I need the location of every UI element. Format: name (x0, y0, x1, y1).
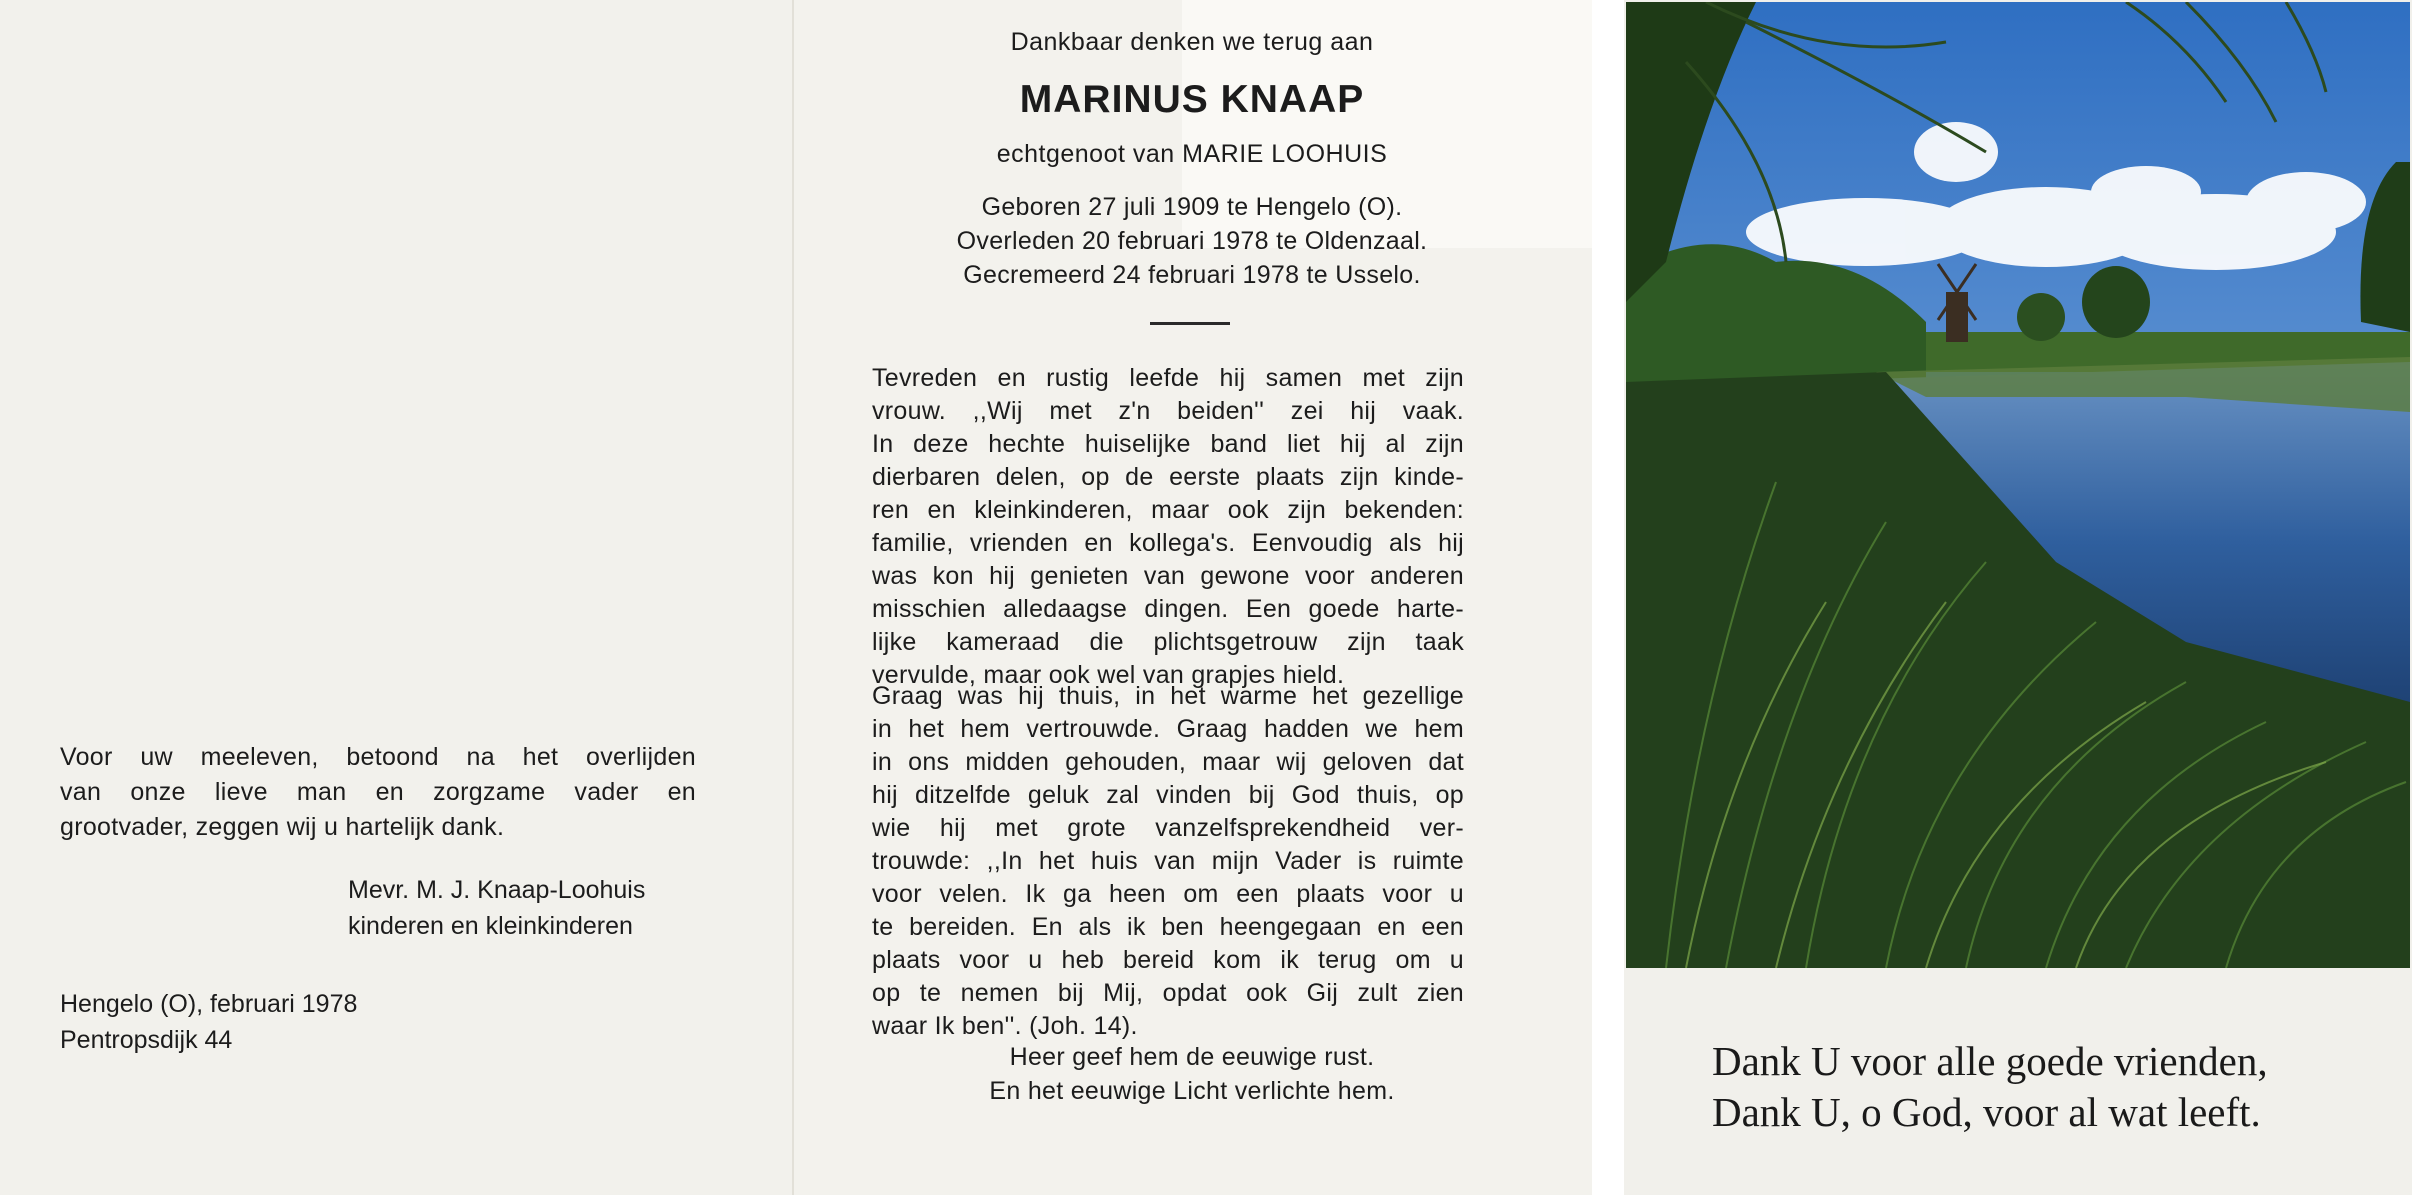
text-line: wie hij met grote vanzelfsprekendheid ver- (872, 814, 1464, 842)
intro-text: Dankbaar denken we terug aan (1010, 28, 1374, 56)
prayer-line: Heer geef hem de eeuwige rust. (1009, 1043, 1375, 1071)
divider-line (1150, 322, 1230, 325)
place-and-address (60, 986, 357, 1058)
text-line: vrouw. ,,Wij met z'n beiden'' zei hij vaak. (872, 397, 1464, 425)
death-line: Overleden 20 februari 1978 te Oldenzaal. (956, 227, 1428, 255)
closing-prayer (872, 1040, 1512, 1108)
deceased-name: MARINUS KNAAP (1019, 78, 1365, 121)
birth-line: Geboren 27 juli 1909 te Hengelo (O). (981, 193, 1403, 221)
text-line: trouwde: ,,In het huis van mijn Vader is ruimte (872, 847, 1464, 875)
thanks-line: van onze lieve man en zorgzame vader en (60, 778, 696, 806)
text-line: vervulde, maar ook wel van grapjes hield. (872, 661, 1345, 689)
verse-line: Dank U, o God, voor al wat leeft. (1712, 1089, 2261, 1135)
thanks-line: Voor uw meeleven, betoond na het overlijden (60, 743, 696, 771)
landscape-photo (1626, 2, 2410, 968)
text-line: plaats voor u heb bereid kom ik terug om u (872, 946, 1464, 974)
place-date: Hengelo (O), februari 1978 (60, 990, 358, 1018)
text-line: dierbaren delen, op de eerste plaats zijn kinde- (872, 463, 1464, 491)
prayer-line: En het eeuwige Licht verlichte hem. (989, 1077, 1395, 1105)
verse-text (1712, 1036, 2268, 1138)
text-line: familie, vrienden en kollega's. Eenvoudig als hij (872, 529, 1464, 557)
signers (348, 872, 645, 944)
memorial-paragraph-1 (872, 362, 1464, 692)
spouse-line: echtgenoot van MARIE LOOHUIS (996, 140, 1388, 168)
text-line: misschien alledaagse dingen. Een goede harte- (872, 595, 1464, 623)
text-line: was kon hij genieten van gewone voor anderen (872, 562, 1464, 590)
text-line: te bereiden. En als ik ben heengegaan en een (872, 913, 1464, 941)
memorial-paragraph-2 (872, 680, 1464, 1043)
life-dates (872, 190, 1512, 292)
text-line: hij ditzelfde geluk zal vinden bij God thuis, op (872, 781, 1464, 809)
text-line: lijke kameraad die plichtsgetrouw zijn taak (872, 628, 1464, 656)
text-line: in ons midden gehouden, maar wij geloven dat (872, 748, 1464, 776)
signer-family: kinderen en kleinkinderen (348, 912, 633, 940)
address: Pentropsdijk 44 (60, 1026, 233, 1054)
thanks-message (60, 740, 696, 845)
text-line: voor velen. Ik ga heen om een plaats voor u (872, 880, 1464, 908)
text-line: in het hem vertrouwde. Graag hadden we hem (872, 715, 1464, 743)
cremation-line: Gecremeerd 24 februari 1978 te Usselo. (963, 261, 1421, 289)
signer-name: Mevr. M. J. Knaap-Loohuis (348, 876, 646, 904)
thanks-line: grootvader, zeggen wij u hartelijk dank. (60, 813, 505, 841)
text-line: In deze hechte huiselijke band liet hij al zijn (872, 430, 1464, 458)
verse-line: Dank U voor alle goede vrienden, (1712, 1038, 2268, 1084)
text-line: waar Ik ben''. (Joh. 14). (872, 1012, 1138, 1040)
text-line: op te nemen bij Mij, opdat ook Gij zult zien (872, 979, 1464, 1007)
text-line: ren en kleinkinderen, maar ook zijn bekenden: (872, 496, 1464, 524)
text-line: Tevreden en rustig leefde hij samen met zijn (872, 364, 1464, 392)
text-line: Graag was hij thuis, in het warme het gezellige (872, 682, 1464, 710)
